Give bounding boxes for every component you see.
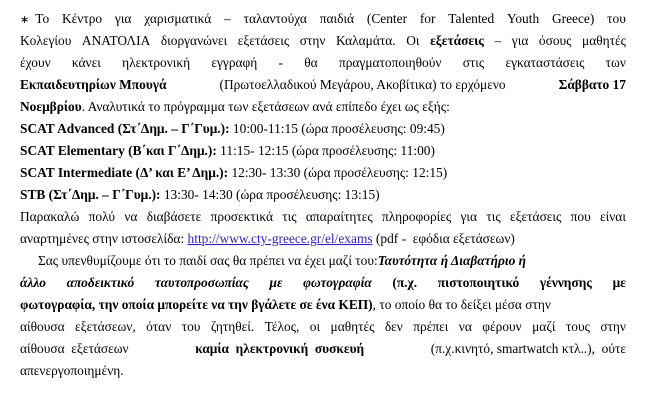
text: όσους: [538, 33, 572, 48]
text: θα: [304, 55, 318, 70]
text: ΑΝΑΤΟΛΙΑ: [81, 33, 151, 48]
text: (Πρωτοελλαδικού Μεγάρου, Ακοβίτικα) το ερχόμενο: [219, 77, 506, 92]
text: φέρουν: [482, 319, 522, 334]
text: εξετάσεων,: [75, 319, 136, 334]
text: Κέντρο: [61, 11, 103, 26]
text: μαθητές: [330, 319, 375, 334]
text: αίθουσα: [20, 319, 65, 334]
school-name: Εκπαιδευτηρίων Μπουγά: [20, 77, 167, 92]
exam-month: Νοεμβρίου: [20, 99, 82, 114]
text: είναι: [600, 209, 626, 224]
text: Σας υπενθυμίζουμε ότι το παιδί σας θα πρέπει να έχει μαζί του:: [38, 253, 378, 268]
text: στην: [299, 33, 326, 48]
p1-line-2: [20, 30, 626, 52]
text: γέννησης: [539, 275, 592, 290]
text: τις: [282, 209, 297, 224]
p1-line1-lead: [20, 8, 49, 30]
text: στην: [600, 319, 626, 334]
text: έχουν: [20, 55, 51, 70]
schedule-row: [20, 162, 626, 184]
text: απαραίτητες: [305, 209, 373, 224]
text: να: [458, 319, 472, 334]
text: Τέλος,: [264, 319, 300, 334]
text: αποδεικτικό: [66, 275, 135, 290]
schedule-level: SCAT Advanced (Στ΄Δημ. – Γ΄Γυμ.):: [20, 121, 230, 136]
p1-line-3: [20, 52, 626, 74]
p3-line-6: [20, 360, 626, 382]
text: εξετάσεις: [237, 33, 290, 48]
text: να: [124, 209, 138, 224]
p1-line-4: [20, 74, 626, 96]
text: Κολεγίου: [20, 33, 72, 48]
schedule-row: [20, 184, 626, 206]
text: παιδιά: [319, 11, 355, 26]
text: του: [607, 11, 626, 26]
text: πρέπει: [413, 319, 449, 334]
text: εγγραφή: [211, 55, 258, 70]
text: χαρισματικά: [144, 11, 212, 26]
p3-line-2: [20, 272, 626, 294]
text: εξετάσεις: [509, 209, 562, 224]
p2-line-1: [20, 206, 626, 228]
text: οι: [309, 319, 321, 334]
text: πληροφορίες: [382, 209, 452, 224]
text: δεν: [384, 319, 403, 334]
schedule-level: STB (Στ΄Δημ. – Γ΄Γυμ.):: [20, 187, 161, 202]
text: για: [511, 33, 529, 48]
text: προσεκτικά: [210, 209, 273, 224]
text: Παρακαλώ: [20, 209, 80, 224]
bullet-icon: ∗: [20, 13, 30, 26]
text: μαθητές: [582, 33, 626, 48]
schedule-time: 13:30- 14:30 (ώρα προσέλευσης: 13:15): [160, 187, 380, 202]
text: . Αναλυτικά το πρόγραμμα των εξετάσεων ανά επίπεδο έχει ως εξής:: [81, 99, 450, 114]
text: απενεργοποιημένη.: [20, 363, 124, 378]
exam-date: Σάββατο 17: [558, 77, 626, 92]
text: , το οποίο θα το δείξει μέσα στην: [372, 297, 551, 312]
text: (pdf - εφόδια εξετάσεων): [372, 231, 515, 246]
text: άλλο: [20, 275, 46, 290]
p1-line-5: [20, 96, 626, 118]
text: Καλαμάτα.: [335, 33, 396, 48]
text: διαβάσετε: [146, 209, 202, 224]
text: πολύ: [88, 209, 115, 224]
text: ζητηθεί.: [210, 319, 255, 334]
schedule-level: SCAT Elementary (Β΄και Γ΄Δημ.):: [20, 143, 217, 158]
p3-line-5: [20, 338, 626, 360]
text: (π.χ.κινητό, smartwatch κτλ..), ούτε: [430, 341, 626, 356]
text: Greece): [551, 11, 595, 26]
schedule-row: [20, 140, 626, 162]
text: ηλεκτρονική: [122, 55, 191, 70]
no-devices: καμία ηλεκτρονική συσκευή: [195, 341, 365, 356]
text: των: [605, 55, 626, 70]
text: ταυτοπροσωπίας: [154, 275, 249, 290]
text: στις: [462, 55, 485, 70]
text: for: [419, 11, 436, 26]
text: τους: [565, 319, 590, 334]
p2-line-2: [20, 228, 626, 250]
p3-line-3: [20, 294, 626, 316]
text: για: [114, 11, 132, 26]
schedule-row: [20, 118, 626, 140]
text: πιστοποιητικό: [437, 275, 520, 290]
text: με: [612, 275, 626, 290]
id-requirement: Ταυτότητα ή Διαβατήριο ή: [377, 253, 526, 268]
document-page: [20, 8, 626, 382]
p3-line-4: [20, 316, 626, 338]
schedule-time: 12:30- 13:30 (ώρα προσέλευσης: 12:15): [228, 165, 448, 180]
text: Οι: [406, 33, 420, 48]
p1-line-1: [20, 8, 626, 30]
schedule-level: SCAT Intermediate (Δ’ και Ε’ Δημ.):: [20, 165, 229, 180]
text: όταν: [146, 319, 172, 334]
text: αναρτημένες στην ιστοσελίδα:: [20, 231, 185, 246]
text: Το: [35, 11, 50, 26]
text: (π.χ.: [392, 275, 418, 290]
text: πραγματοποιηθούν: [338, 55, 442, 70]
text: ταλαντούχα: [243, 11, 307, 26]
schedule-time: 11:15- 12:15 (ώρα προσέλευσης: 11:00): [216, 143, 435, 158]
text: Youth: [507, 11, 540, 26]
text: εγκαταστάσεις: [505, 55, 585, 70]
text: κάνει: [71, 55, 101, 70]
exams-link[interactable]: http://www.cty-greece.gr/el/exams: [187, 231, 373, 246]
text: αίθουσα εξετάσεων: [20, 341, 129, 356]
p3-line-1: [20, 250, 626, 272]
text: Talented: [448, 11, 495, 26]
schedule-time: 10:00-11:15 (ώρα προσέλευσης: 09:45): [229, 121, 445, 136]
text: που: [570, 209, 591, 224]
text: τις: [486, 209, 501, 224]
text: (Center: [366, 11, 408, 26]
exams-bold: εξετάσεις: [430, 33, 484, 48]
text: διοργανώνει: [160, 33, 228, 48]
text: για: [460, 209, 478, 224]
kep-note: φωτογραφία, την οποία μπορείτε να την βγάλετε σε ένα ΚΕΠ): [20, 297, 373, 312]
text: φωτογραφία: [303, 275, 372, 290]
text: μαζί: [532, 319, 556, 334]
text: -: [278, 55, 283, 70]
text: του: [181, 319, 201, 334]
text: –: [224, 11, 231, 26]
text: –: [494, 33, 502, 48]
text: με: [269, 275, 283, 290]
